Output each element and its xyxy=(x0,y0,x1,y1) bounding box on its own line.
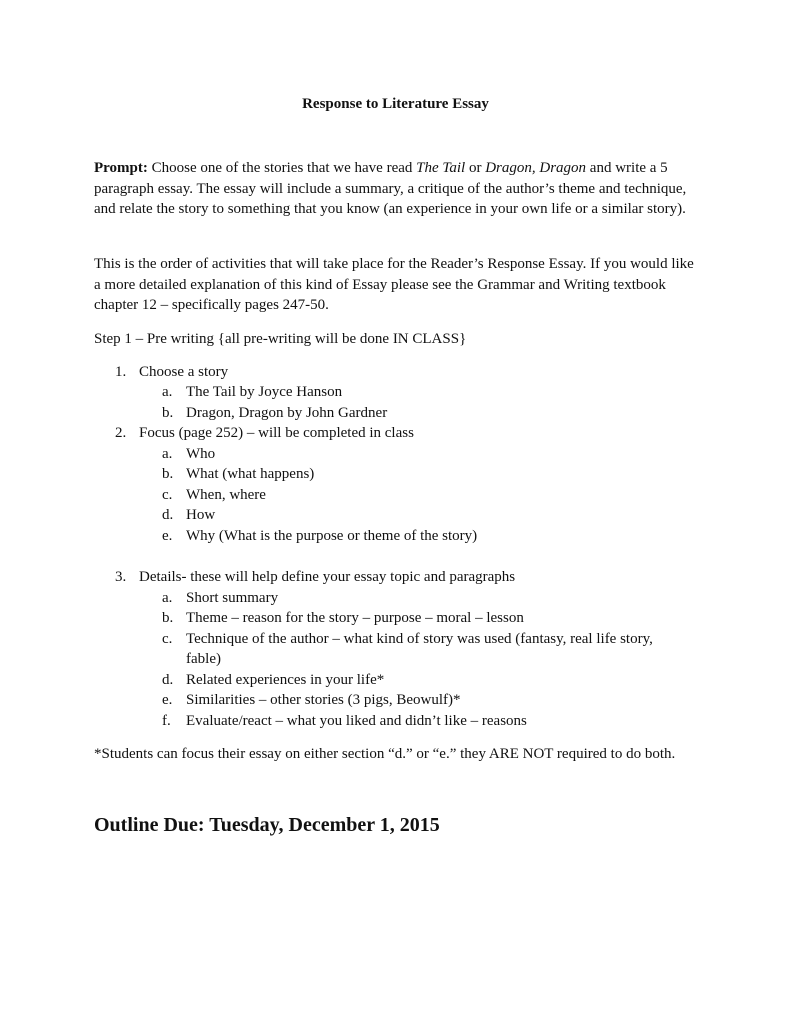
list-item-number: 1. xyxy=(115,364,127,380)
list-subitem-letter: b. xyxy=(162,405,174,421)
list-subitem-text: Theme – reason for the story – purpose – moral – lesson xyxy=(186,610,524,626)
list-subitem-text: Who xyxy=(186,446,216,462)
list-item xyxy=(0,362,791,383)
prompt-story-2: Dragon, Dragon xyxy=(485,160,587,176)
list-subitem-text: What (what happens) xyxy=(186,466,315,482)
list-item-text: Details- these will help define your essay topic and paragraphs xyxy=(139,569,516,585)
list-subitem xyxy=(0,444,791,465)
list-item-number: 3. xyxy=(115,569,127,585)
list-subitem-text: The Tail by Joyce Hanson xyxy=(186,384,343,400)
list-item-text: Focus (page 252) – will be completed in class xyxy=(139,425,414,441)
prompt-label: Prompt: xyxy=(94,160,148,176)
list-subitem xyxy=(0,485,791,506)
list-subitem xyxy=(0,711,791,732)
list-subitem xyxy=(0,629,791,650)
list-subitem-letter: c. xyxy=(162,487,173,503)
list-subitem-letter: e. xyxy=(162,692,173,708)
list-subitem-text: Technique of the author – what kind of story was used (fantasy, real life story, xyxy=(186,631,653,647)
list-subitem-text: Short summary xyxy=(186,590,279,606)
list-subitem xyxy=(0,505,791,526)
prompt-text-1: Choose one of the stories that we have read xyxy=(147,160,417,176)
list-subitem-text: How xyxy=(186,507,216,523)
list-subitem-continuation xyxy=(0,649,791,670)
list-subitem-letter: e. xyxy=(162,528,173,544)
list-subitem-letter: d. xyxy=(162,507,174,523)
list-subitem-text: Evaluate/react – what you liked and didn’t like – reasons xyxy=(186,713,527,729)
list-subitem-letter: a. xyxy=(162,446,173,462)
list-subitem xyxy=(0,403,791,424)
outline-due-date: Outline Due: Tuesday, December 1, 2015 xyxy=(94,814,440,836)
list-subitem xyxy=(0,588,791,609)
list-subitem-letter: f. xyxy=(162,713,171,729)
step-1-heading: Step 1 – Pre writing {all pre-writing will be done IN CLASS} xyxy=(94,331,467,347)
list-subitem xyxy=(0,608,791,629)
list-subitem xyxy=(0,382,791,403)
list-subitem xyxy=(0,526,791,547)
order-paragraph: This is the order of activities that will take place for the Reader’s Response Essay. If you would like a more detailed explanation of this kind of Essay please see the Grammar and Writing textbook chapter 12 – specifically pages 247-50. xyxy=(94,256,694,313)
prompt-text-3: and write a 5 paragraph essay. The essay will include a summary, a critique of the author’s theme and technique, and relate the story to something that you know (an experience in your own life or a similar story). xyxy=(94,160,687,217)
list-subitem xyxy=(0,464,791,485)
prompt-story-1: The Tail xyxy=(416,160,466,176)
footnote: *Students can focus their essay on either section “d.” or “e.” they ARE NOT required to do both. xyxy=(94,746,676,762)
list-item-text: Choose a story xyxy=(139,364,229,380)
list-subitem-text: Similarities – other stories (3 pigs, Beowulf)* xyxy=(186,692,461,708)
list-item xyxy=(0,423,791,444)
list-subitem-letter: b. xyxy=(162,610,174,626)
list-item xyxy=(0,567,791,588)
list-subitem-letter: d. xyxy=(162,672,174,688)
document-title: Response to Literature Essay xyxy=(302,96,489,112)
list-item-number: 2. xyxy=(115,425,127,441)
prompt-text-2: or xyxy=(465,160,486,176)
list-subitem-text: fable) xyxy=(186,651,221,667)
list-subitem-letter: b. xyxy=(162,466,174,482)
list-subitem-text: Related experiences in your life* xyxy=(186,672,385,688)
list-subitem-letter: c. xyxy=(162,631,173,647)
list-subitem-letter: a. xyxy=(162,590,173,606)
list-subitem-letter: a. xyxy=(162,384,173,400)
prompt-paragraph xyxy=(94,158,704,220)
list-subitem-text: Why (What is the purpose or theme of the story) xyxy=(186,528,478,544)
list-subitem-text: When, where xyxy=(186,487,266,503)
list-subitem xyxy=(0,690,791,711)
list-subitem-text: Dragon, Dragon by John Gardner xyxy=(186,405,388,421)
list-subitem xyxy=(0,670,791,691)
